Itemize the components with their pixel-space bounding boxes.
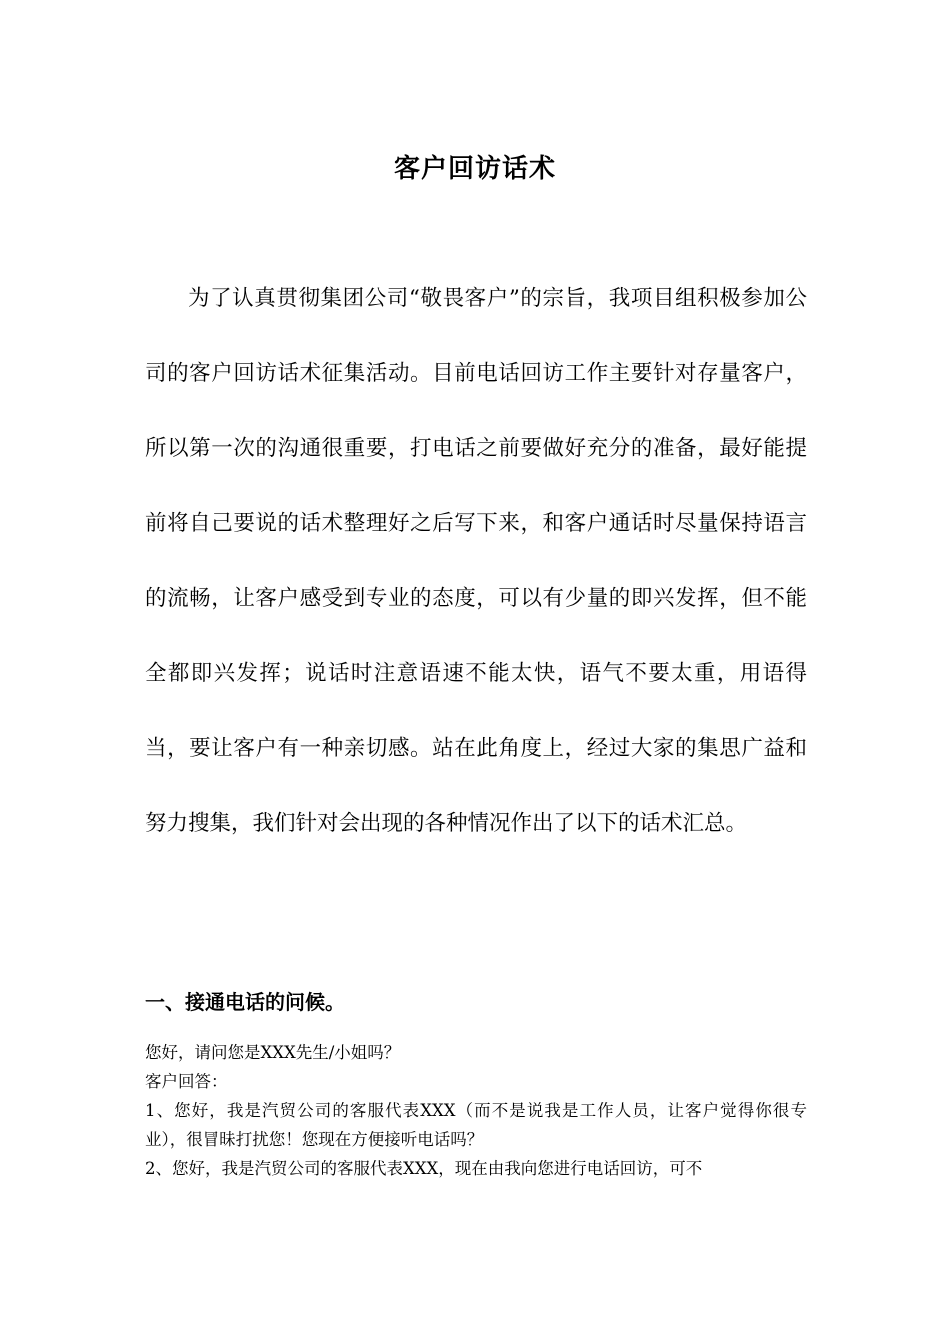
document-title: 客户回访话术 bbox=[393, 154, 556, 185]
section-heading-greeting: 一、接通电话的问候。 bbox=[145, 990, 345, 1014]
intro-paragraph: 为了认真贯彻集团公司“敬畏客户”的宗旨，我项目组积极参加公司的客户回访话术征集活动。目前电话回访工作主要针对存量客户，所以第一次的沟通很重要，打电话之前要做好充分的准备，最好能提前将自己要说的话术整理好之后写下来，和客户通话时尽量保持语言的流畅，让客户感受到专业的态度，可以有少量的即兴发挥，但不能全都即兴发挥；说话时注意语速不能太快，语气不要太重，用语得当，要让客户有一种亲切感。站在此角度上，经过大家的集思广益和努力搜集，我们针对会出现的各种情况作出了以下的话术汇总。 bbox=[145, 286, 807, 836]
section-body bbox=[145, 1038, 807, 1183]
greeting-line: 您好，请问您是XXX先生/小姐吗？ bbox=[145, 1043, 401, 1062]
customer-reply-label: 客户回答： bbox=[145, 1072, 228, 1091]
script-option-1: 1、您好，我是汽贸公司的客服代表XXX（而不是说我是工作人员，让客户觉得你很专业），很冒昧打扰您！您现在方便接听电话吗？ bbox=[145, 1101, 807, 1149]
script-option-2: 2、您好，我是汽贸公司的客服代表XXX，现在由我向您进行电话回访，可不 bbox=[145, 1159, 703, 1178]
